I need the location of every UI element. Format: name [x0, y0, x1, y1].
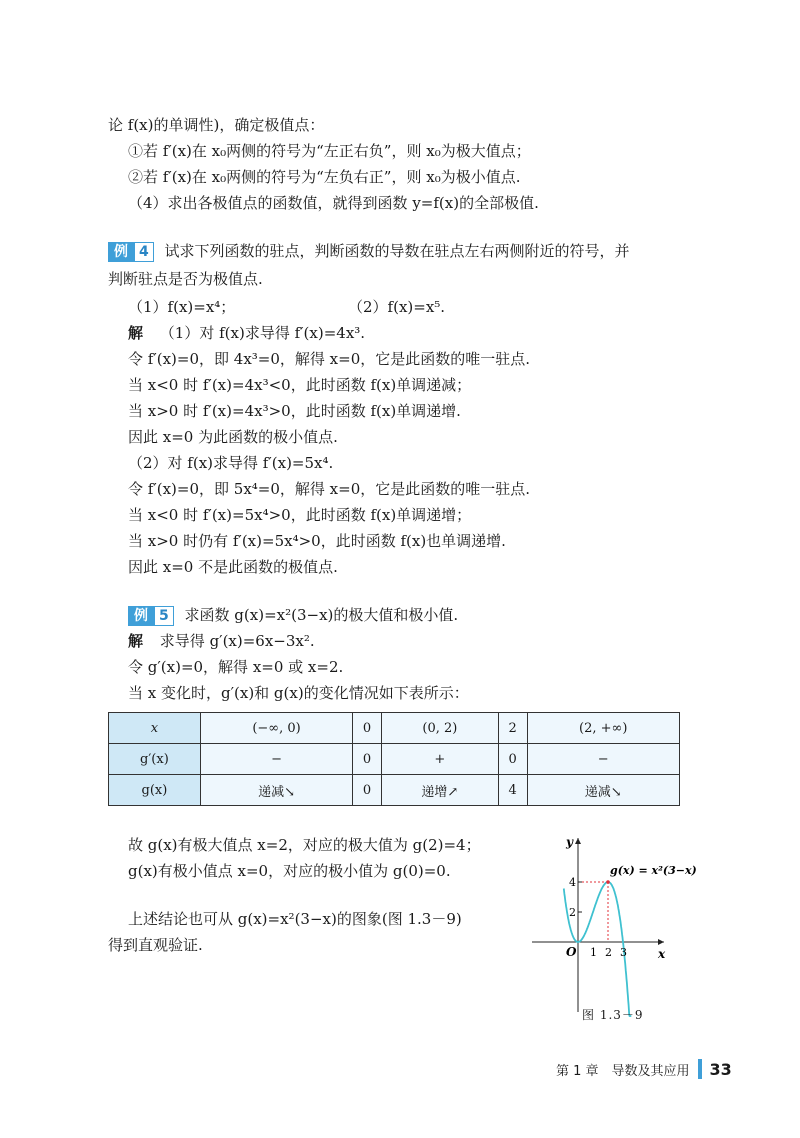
text-line: 得到直观验证. [108, 936, 203, 954]
example-tag: 例 [128, 606, 154, 626]
text-line: 故 g(x)有极大值点 x=2，对应的极大值为 g(2)=4； [128, 836, 481, 854]
text-line: 当 x>0 时仍有 f′(x)=5x⁴>0，此时函数 f(x)也单调递增. [128, 532, 506, 550]
example-number: 5 [154, 606, 174, 626]
example-4-heading [108, 240, 630, 262]
text-line: （4）求出各极值点的函数值，就得到函数 y=f(x)的全部极值. [128, 194, 539, 212]
question-2: （2）f(x)=x⁵. [348, 298, 446, 316]
question-1: （1）f(x)=x⁴； [128, 298, 236, 316]
solution-text: （1）对 f(x)求导得 f′(x)=4x³. [159, 324, 366, 342]
x-axis-arrow [658, 939, 664, 945]
solution-line [128, 322, 365, 344]
y-tick-label: 2 [569, 906, 576, 919]
example-5-heading [128, 604, 458, 626]
table-cell: (2, +∞) [527, 713, 680, 744]
table-cell: 0 [353, 744, 382, 775]
table-cell: + [381, 744, 498, 775]
solution-label: 解 [128, 324, 144, 342]
table-cell: g(x) [109, 775, 201, 806]
text-line: ②若 f′(x)在 x₀两侧的符号为“左负右正”，则 x₀为极小值点. [128, 168, 521, 186]
table-row [109, 713, 680, 744]
solution-text: 求导得 g′(x)=6x−3x². [159, 632, 315, 650]
page-number: 33 [709, 1059, 732, 1079]
example-4-text: 试求下列函数的驻点，判断函数的导数在驻点左右两侧附近的符号，并 [164, 242, 630, 260]
y-tick-label: 4 [569, 876, 576, 889]
text-line: （2）对 f(x)求导得 f′(x)=5x⁴. [128, 454, 334, 472]
text-line: 因此 x=0 不是此函数的极值点. [128, 558, 338, 576]
function-graph [528, 830, 703, 1020]
table-cell: 2 [498, 713, 527, 744]
table-cell: 递减↘ [527, 775, 680, 806]
y-axis-label: y [566, 835, 573, 849]
table-row [109, 775, 680, 806]
figure-caption: 图 1.3－9 [582, 1008, 644, 1022]
page-footer [556, 1058, 732, 1080]
max-point [606, 880, 610, 884]
table-cell: (−∞, 0) [200, 713, 352, 744]
table-cell: 递增↗ [381, 775, 498, 806]
example-number: 4 [134, 242, 154, 262]
text-line: 上述结论也可从 g(x)=x²(3−x)的图象(图 1.3－9) [128, 910, 462, 928]
text-line: 当 x>0 时 f′(x)=4x³>0，此时函数 f(x)单调递增. [128, 402, 461, 420]
table-cell: x [109, 713, 201, 744]
x-tick-label: 2 [605, 946, 612, 959]
text-line: ①若 f′(x)在 x₀两侧的符号为“左正右负”，则 x₀为极大值点； [128, 142, 531, 160]
text-line: 令 f′(x)=0，即 4x³=0，解得 x=0，它是此函数的唯一驻点. [128, 350, 531, 368]
example-5-text: 求函数 g(x)=x²(3−x)的极大值和极小值. [184, 606, 459, 624]
x-axis-label: x [658, 947, 666, 961]
y-axis-arrow [575, 838, 581, 844]
table-row [109, 744, 680, 775]
x-tick-label: 1 [590, 946, 597, 959]
example-tag: 例 [108, 242, 134, 262]
table-cell: − [527, 744, 680, 775]
table-cell: 0 [353, 775, 382, 806]
table-cell: 递减↘ [200, 775, 352, 806]
text-line: 令 g′(x)=0，解得 x=0 或 x=2. [128, 658, 344, 676]
function-label: g(x) = x²(3−x) [610, 864, 697, 877]
table-cell: 0 [498, 744, 527, 775]
table-cell: (0, 2) [381, 713, 498, 744]
origin-label: O [566, 945, 577, 959]
solution-label: 解 [128, 632, 144, 650]
solution-line [128, 630, 315, 652]
text-line: 论 f(x)的单调性)，确定极值点： [108, 116, 325, 134]
text-line: 判断驻点是否为极值点. [108, 270, 263, 288]
chapter-title: 第 1 章 导数及其应用 [556, 1063, 690, 1079]
text-line: 当 x<0 时 f′(x)=5x⁴>0，此时函数 f(x)单调递增； [128, 506, 472, 524]
text-line: g(x)有极小值点 x=0，对应的极小值为 g(0)=0. [128, 862, 451, 880]
x-tick-label: 3 [620, 946, 627, 959]
text-line: 当 x<0 时 f′(x)=4x³<0，此时函数 f(x)单调递减； [128, 376, 472, 394]
variation-table [108, 712, 680, 806]
table-cell: − [200, 744, 352, 775]
text-line: 因此 x=0 为此函数的极小值点. [128, 428, 338, 446]
table-cell: 4 [498, 775, 527, 806]
footer-bar [698, 1059, 702, 1079]
text-line: 当 x 变化时，g′(x)和 g(x)的变化情况如下表所示： [128, 684, 469, 702]
table-cell: 0 [353, 713, 382, 744]
text-line: 令 f′(x)=0，即 5x⁴=0，解得 x=0，它是此函数的唯一驻点. [128, 480, 531, 498]
table-cell: g′(x) [109, 744, 201, 775]
